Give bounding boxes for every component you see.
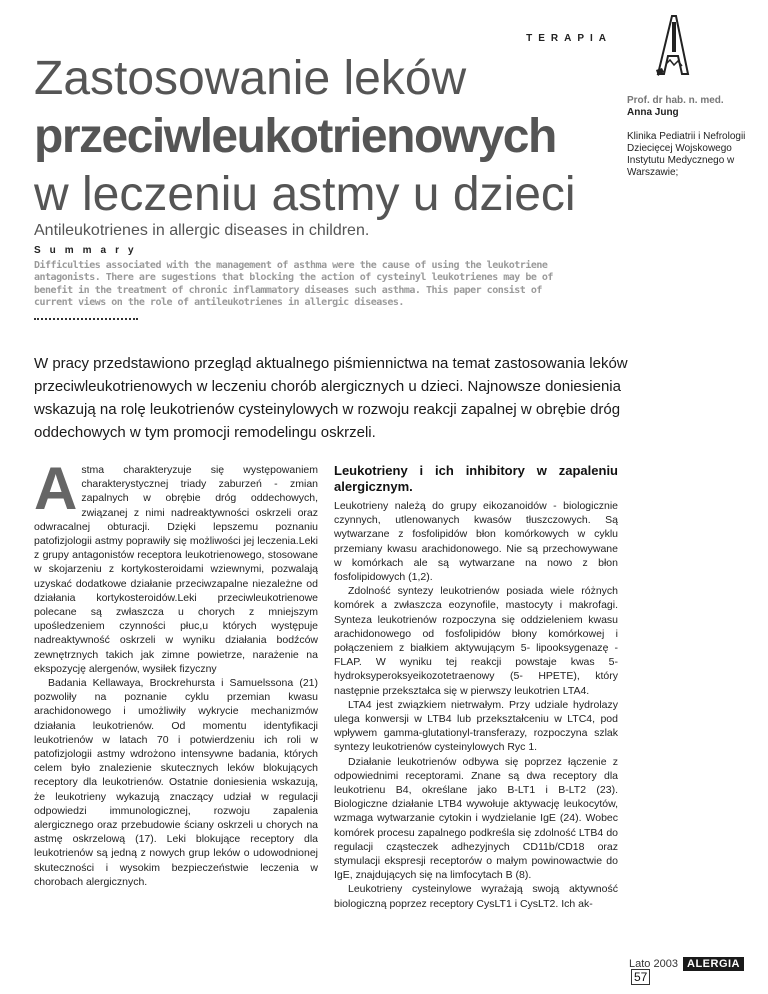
right-paragraph-5: Leukotrieny cysteinylowe wyrażają swoją aktywność biologiczną poprzez receptory CysLT1 i CysLT2. Ich ak- [334, 883, 618, 910]
title-line-3: w leczeniu astmy u dzieci [34, 168, 576, 221]
summary-text: Difficulties associated with the management of asthma were the cause of using the leukotriene antagonists. There are sugestions that blocking the action of cysteinyl leukotrienes may be of benefit in the treatment of chronic inflammatory diseases such asthma. This paper consist of current views on the role of antileukotrienes in allergic diseases. [34, 260, 553, 309]
page-footer [629, 958, 768, 984]
summary-label: Summary [34, 245, 143, 256]
journal-logo-icon [628, 12, 696, 82]
author-block [627, 95, 757, 179]
title-line-1: Zastosowanie leków [34, 52, 467, 105]
right-paragraph-2: Zdolność syntezy leukotrienów posiada wiele różnych komórek a zwłaszcza eozynofile, mastocyty i makrofagi. Synteza leukotrienów rozpoczyna się oddzieleniem kwasu arachidonowego od fosfolipidów błony komórkowej i połączeniem z białkiem aktywującym 5- lipooksygenazę - FLAP. W wyniku tej reakcji powstaje kwas 5-hydroksyperoksyeikozotetraenowy (5- HPETE), który następnie przekształca się w pierwszy leukotrien LTA4. [334, 585, 618, 697]
title-line-2: przeciwleukotrienowych [34, 110, 556, 163]
right-column [334, 463, 618, 911]
left-paragraph-2: Badania Kellawaya, Brockrehursta i Samuelssona (21) pozwoliły na poznanie cyklu przemian kwasu arachidonowego i umożliwiły wykrycie mechanizmów działania leukotrienów. Od momentu identyfikacji leukotrienów w latach 70 i potwierdzeniu ich roli w patofizjologii astmy wdrożono intensywne badania, których celem było znalezienie skutecznych leków blokujących receptory dla leukotrienów. Ostatnie doniesienia wskazują, że leukotrieny wykazują znaczący udział w regulacji odpowiedzi immunologicznej, rozwoju zapalenia alergicznego oraz przebudowie ściany oskrzeli u chorych na astmę oskrzelową (17). Leki blokujące receptory dla leukotrienów są jedną z nowych grup leków o udowodnionej skuteczności i wysokim bezpieczeństwie leczenia w chorobach alergicznych. [34, 677, 318, 888]
left-column [34, 455, 318, 889]
journal-name: ALERGIA [683, 957, 744, 971]
author-degree: Prof. dr hab. n. med. [627, 95, 724, 106]
lead-paragraph: W pracy przedstawiono przegląd aktualnego piśmiennictwa na temat zastosowania leków przeciwleukotrienowych w leczeniu chorób alergicznych u dzieci. Najnowsze doniesienia wskazują na rolę leukotrienów cysteinylowych w rozwoju reakcji zapalnej w obrębie dróg oddechowych w tym promocji remodelingu oskrzeli. [34, 355, 628, 441]
right-paragraph-1: Leukotrieny należą do grupy eikozanoidów - biologicznie czynnych, utlenowanych kwasów tłuszczowych. Są wytwarzane z fosfolipidów błon komórkowych w cyklu przemiany kwasu arachidonowego. Nie są przechowywane w komórkach ale są wytwarzane na nowo z błon fosfolipidowych (1,2). [334, 500, 618, 584]
left-paragraph-1-text: stma charakteryzuje się występowaniem charakterystycznej triady zaburzeń - zmian zapalnych w obrębie dróg oddechowych, związanej z nimi nadreaktywności oskrzeli oraz odwracalnej obturacji. Dzięki lepszemu poznaniu patofizjologii astmy poprawiły się możliwości jej leczenia.Leki z grupy antagonistów receptora leukotrienowego, stosowane w skojarzeniu z kortykosteroidami wziewnymi, pozwalają uzyskać dodatkowe działanie przeciwzapalne niezależne od działania kortykosteroidów.Leki przeciwleukotrienowe polecane są zwłaszcza u chorych z mniejszym upośledzeniem czynności płuc,u których występuje nadreaktywność oskrzeli w wyniku działania bodźców zewnętrznych takich jak zimne powietrze, narażenie na ekspozycję alergenów, wysiłek fizyczny [34, 464, 318, 675]
author-name: Anna Jung [627, 107, 679, 118]
english-title: Antileukotrienes in allergic diseases in children. [34, 222, 370, 239]
page-number: 57 [631, 969, 650, 985]
article-title [34, 50, 614, 224]
section-label: TERAPIA [526, 33, 612, 44]
drop-cap: A [34, 455, 78, 522]
section-heading: Leukotrieny i ich inhibitory w zapaleniu alergicznym. [334, 463, 618, 494]
issue-label: Lato 2003 [629, 958, 678, 970]
right-paragraph-4: Działanie leukotrienów odbywa się poprzez łączenie z odpowiednimi receptorami. Znane są dwa receptory dla leukotrienu B4, określane jako B-LT1 i B-LT2 (23). Biologiczne działanie LTB4 wywołuje aktywację leukocytów, wzmaga wytwarzanie cytokin i wydzielanie IgE (24). Wobec komórek procesu zapalnego podkreśla się zdolność LTB4 do regulacji cząsteczek adhezyjnych CD11b/CD18 oraz stymulacji ekspresji receptorów o małym powinowactwie do IgE, znajdujących się na limfocytach B (8). [334, 755, 618, 882]
author-affiliation: Klinika Pediatrii i Nefrologii Dziecięcej Wojskowego Instytutu Medycznego w Warszawie; [627, 131, 746, 178]
left-paragraph-1 [34, 455, 318, 676]
right-paragraph-3: LTA4 jest związkiem nietrwałym. Przy udziale hydrolazy ulega konwersji w LTB4 lub przekształceniu w LTC4, pod wpływem gamma-glutationyl-transferazy, rozpoczyna szlak syntezy leukotrienów cysteinylowych Ryc 1. [334, 698, 618, 754]
dotted-divider [34, 318, 138, 320]
